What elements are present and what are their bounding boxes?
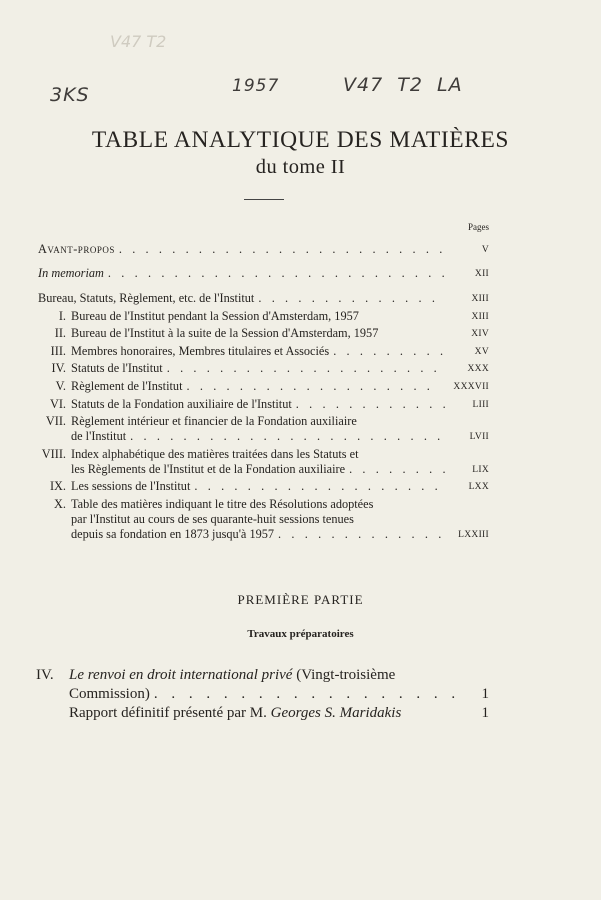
toc-item-label: Bureau de l'Institut pendant la Session d'Amsterdam, 1957 [71, 309, 359, 323]
toc-item-label-row [71, 429, 446, 444]
part-title: PREMIÈRE PARTIE [237, 592, 364, 607]
toc-page: LVII [469, 432, 489, 442]
toc-item [38, 309, 446, 324]
toc-item-label-row [71, 361, 446, 376]
toc-item [38, 397, 446, 412]
toc-item-label: Bureau de l'Institut à la suite de la Session d'Amsterdam, 1957 [71, 326, 379, 340]
report-author: Georges S. Maridakis [270, 705, 402, 721]
toc-page: XIV [471, 329, 489, 339]
toc-page: LIII [472, 400, 489, 410]
toc-item [38, 447, 446, 477]
toc-item [38, 361, 446, 376]
toc-label: In memoriam [38, 266, 104, 280]
toc-item-number: IX. [49, 479, 66, 493]
toc-page: XV [474, 347, 489, 357]
toc-page: XII [474, 269, 489, 279]
ghost-annotation: V47 T2 [110, 32, 167, 51]
toc-label: Avant-propos [38, 242, 115, 256]
toc-item [38, 379, 436, 394]
section-title [69, 666, 395, 685]
toc-item-label-row [71, 379, 436, 394]
toc-page: XXX [467, 364, 489, 374]
toc-item-number: VII. [45, 414, 66, 428]
toc-item [38, 326, 446, 341]
toc-entry-bureau [38, 291, 446, 306]
section-page: 1 [481, 686, 489, 702]
toc-item-number: VIII. [41, 447, 66, 461]
toc-item-label-row [71, 397, 446, 412]
toc-item-label: Statuts de l'Institut [71, 361, 163, 375]
toc-item-number: VI. [49, 397, 66, 411]
toc-item [38, 414, 446, 444]
toc-entry-in-memoriam [38, 266, 446, 281]
toc-page: LIX [472, 465, 489, 475]
toc-item-label-line2: de l'Institut [71, 429, 127, 443]
section-title-italic: Le renvoi en droit international privé [69, 667, 293, 683]
toc-entry-avant-propos [38, 242, 446, 257]
handwritten-year: 1957 [232, 76, 280, 96]
toc-item-label-line1: Table des matières indiquant le titre des Résolutions adoptées [71, 497, 374, 511]
toc-item-label: Membres honoraires, Membres titulaires et Associés [71, 344, 330, 358]
page-subtitle: du tome II [255, 156, 346, 178]
toc-item-label-row [71, 344, 446, 359]
title-divider [244, 199, 284, 200]
toc-page: XIII [471, 312, 489, 322]
report-prefix: Rapport définitif présenté par M. [69, 705, 267, 721]
toc-item-label-line1: Règlement intérieur et financier de la Fondation auxiliaire [71, 414, 357, 428]
toc-item-label: Statuts de la Fondation auxiliaire de l'Institut [71, 397, 292, 411]
toc-item-label-row [71, 462, 446, 477]
page-title: TABLE ANALYTIQUE DES MATIÈRES [91, 127, 510, 153]
toc-page: XIII [471, 294, 489, 304]
toc-item-number: X. [54, 497, 66, 511]
toc-item [38, 344, 446, 359]
handwritten-ref-left: 3KS [50, 84, 90, 106]
toc-item-label: Règlement de l'Institut [71, 379, 183, 393]
toc-item-label-row [71, 527, 446, 542]
toc-item-number: III. [50, 344, 66, 358]
toc-item-number: V. [55, 379, 66, 393]
section-number: IV. [36, 667, 54, 683]
toc-page: LXXIII [458, 530, 489, 540]
toc-page: V [481, 245, 489, 255]
section-title-rest: (Vingt-troisième [296, 667, 396, 683]
part-subtitle: Travaux préparatoires [247, 628, 354, 640]
pages-column-header: Pages [468, 222, 489, 232]
toc-item-label-line3: depuis sa fondation en 1873 jusqu'à 1957 [71, 527, 275, 541]
toc-item-number: II. [54, 326, 66, 340]
toc-item [38, 497, 446, 542]
toc-page: XXXVII [453, 382, 489, 392]
toc-item-label-line2: les Règlements de l'Institut et de la Fondation auxiliaire [71, 462, 346, 476]
toc-item-number: IV. [51, 361, 66, 375]
section-title-line2: Commission) [69, 686, 150, 702]
toc-item-label: Les sessions de l'Institut [71, 479, 191, 493]
report-page: 1 [481, 705, 489, 721]
toc-item-number: I. [58, 309, 66, 323]
section-title-line2-row [69, 685, 461, 704]
toc-item-label-line2: par l'Institut au cours de ses quarante-huit sessions tenues [71, 512, 354, 526]
toc-item [38, 479, 446, 494]
toc-item-label-line1: Index alphabétique des matières traitées dans les Statuts et [71, 447, 359, 461]
handwritten-ref-right: V47 T2 LA [343, 74, 463, 96]
report-line [69, 704, 401, 723]
toc-item-label-row [71, 479, 446, 494]
toc-label: Bureau, Statuts, Règlement, etc. de l'Institut [38, 291, 255, 305]
toc-page: LXX [468, 482, 489, 492]
